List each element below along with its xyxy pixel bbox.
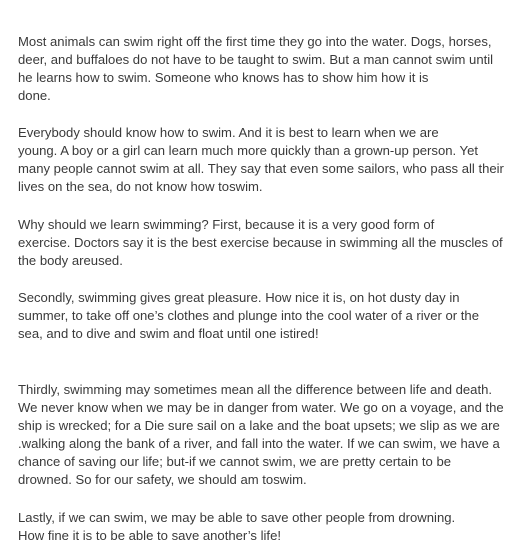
text-line: many people cannot swim at all. They say that even some sailors, who pass all their xyxy=(18,161,504,176)
text-line: he learns how to swim. Someone who knows has to show him how it is xyxy=(18,70,429,85)
text-line: sea, and to dive and swim and float until one istired! xyxy=(18,326,319,341)
text-line: Most animals can swim right off the first time they go into the water. Dogs, horses, xyxy=(18,34,492,49)
text-line: deer, and buffaloes do not have to be taught to swim. But a man cannot swim until xyxy=(18,52,494,67)
text-line: How fine it is to be able to save another’s life! xyxy=(18,528,281,543)
text-line: Lastly, if we can swim, we may be able to save other people from drowning. xyxy=(18,510,456,525)
text-line: the body areused. xyxy=(18,253,123,268)
text-line: Secondly, swimming gives great pleasure. How nice it is, on hot dusty day in xyxy=(18,290,460,305)
text-line: exercise. Doctors say it is the best exercise because in swimming all the muscles of xyxy=(18,235,503,250)
text-line: Thirdly, swimming may sometimes mean all the difference between life and death. xyxy=(18,382,493,397)
text-line: We never know when we may be in danger from water. We go on a voyage, and the xyxy=(18,400,504,415)
text-line: summer, to take off one’s clothes and plunge into the cool water of a river or the xyxy=(18,308,479,323)
text-line: chance of saving our life; but-if we cannot swim, we are pretty certain to be xyxy=(18,454,452,469)
text-line: ship is wrecked; for a Die sure sail on a lake and the boat upsets; we slip as we are xyxy=(18,418,500,433)
text-line: Why should we learn swimming? First, because it is a very good form of xyxy=(18,217,435,232)
text-line: lives on the sea, do not know how toswim. xyxy=(18,179,263,194)
text-line: done. xyxy=(18,88,51,103)
text-line: young. A boy or a girl can learn much more quickly than a grown-up person. Yet xyxy=(18,143,479,158)
text-line: .walking along the bank of a river, and fall into the water. If we can swim, we have a xyxy=(18,436,500,451)
text-line: drowned. So for our safety, we should am toswim. xyxy=(18,472,307,487)
text-line: Everybody should know how to swim. And it is best to learn when we are xyxy=(18,125,439,140)
